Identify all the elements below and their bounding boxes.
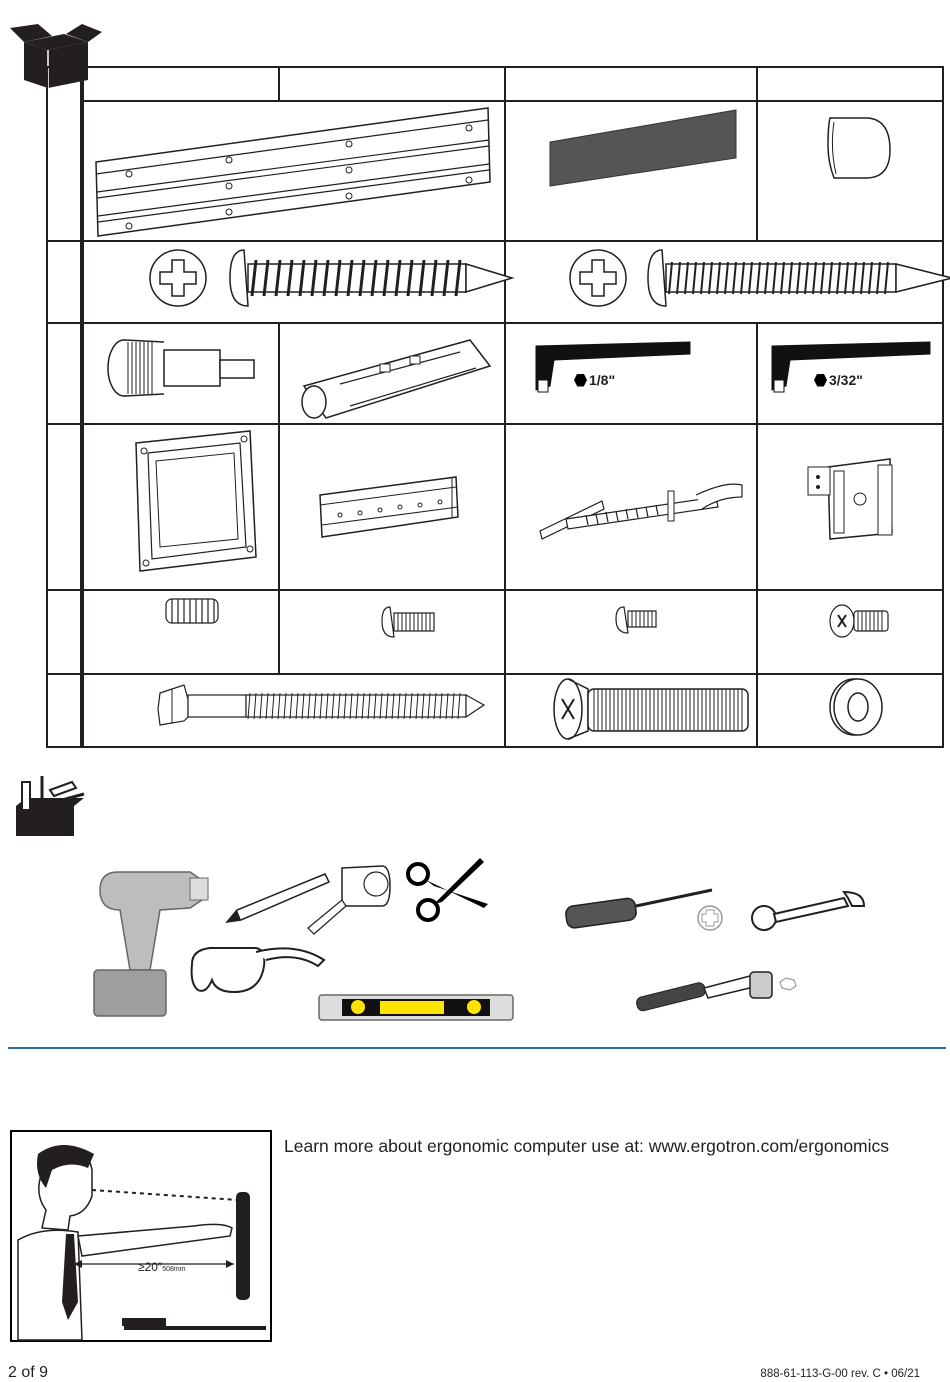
toolbox-icon — [12, 772, 88, 840]
part-wall-rail — [82, 102, 506, 242]
hex-key-size-label: 1/8" — [574, 372, 615, 388]
page-number: 2 of 9 — [8, 1364, 49, 1381]
part-thumb-screw — [82, 324, 280, 425]
row-label-cell — [48, 591, 82, 675]
row-label-cell — [48, 675, 82, 746]
hex-key-size-label: 3/32" — [814, 372, 863, 388]
part-button-head-screw-large — [280, 591, 506, 675]
hex-icon — [574, 374, 587, 387]
row-label-cell — [48, 102, 82, 242]
document-number: 888-61-113-G-00 rev. C • 06/21 — [760, 1368, 920, 1380]
row-label-cell — [48, 425, 82, 591]
part-tilt-bracket — [758, 425, 944, 591]
part-vesa-plate — [82, 425, 280, 591]
ergonomics-link-text: Learn more about ergonomic computer use at: www.ergotron.com/ergonomics — [284, 1136, 890, 1156]
part-wood-screw — [82, 242, 506, 324]
tape-measure-icon — [304, 862, 394, 936]
row-label-cell — [48, 242, 82, 324]
table-header-cell — [82, 68, 280, 102]
part-hex-key-small — [506, 324, 758, 425]
table-header-cell — [758, 68, 944, 102]
row-label-cell — [48, 324, 82, 425]
part-button-head-screw-small — [506, 591, 758, 675]
table-header-cell — [506, 68, 758, 102]
socket-wrench-icon — [634, 962, 804, 1018]
section-divider — [8, 1047, 946, 1049]
part-hex-key-large — [758, 324, 944, 425]
hex-icon — [814, 374, 827, 387]
part-phillips-pan-screw — [758, 591, 944, 675]
part-washer — [758, 675, 944, 746]
safety-glasses-icon — [186, 940, 326, 1000]
part-set-screw — [82, 591, 280, 675]
part-lag-bolt — [82, 675, 506, 746]
part-end-cap — [758, 102, 944, 242]
wrench-icon — [748, 888, 868, 934]
part-mounting-bracket — [280, 425, 506, 591]
part-flat-head-bolt — [506, 675, 758, 746]
part-wall-anchor — [280, 324, 506, 425]
part-metal-stud-screw — [506, 242, 944, 324]
table-header-corner — [48, 68, 82, 102]
part-adhesive-strip — [506, 102, 758, 242]
table-header-cell — [280, 68, 506, 102]
part-toggle-anchor — [506, 425, 758, 591]
phillips-screwdriver-icon — [562, 886, 732, 938]
distance-label: ≥20″508mm — [138, 1260, 186, 1274]
scissors-icon — [404, 856, 494, 926]
level-icon — [318, 994, 516, 1022]
ergonomics-illustration — [10, 1130, 272, 1342]
parts-table — [46, 66, 944, 748]
